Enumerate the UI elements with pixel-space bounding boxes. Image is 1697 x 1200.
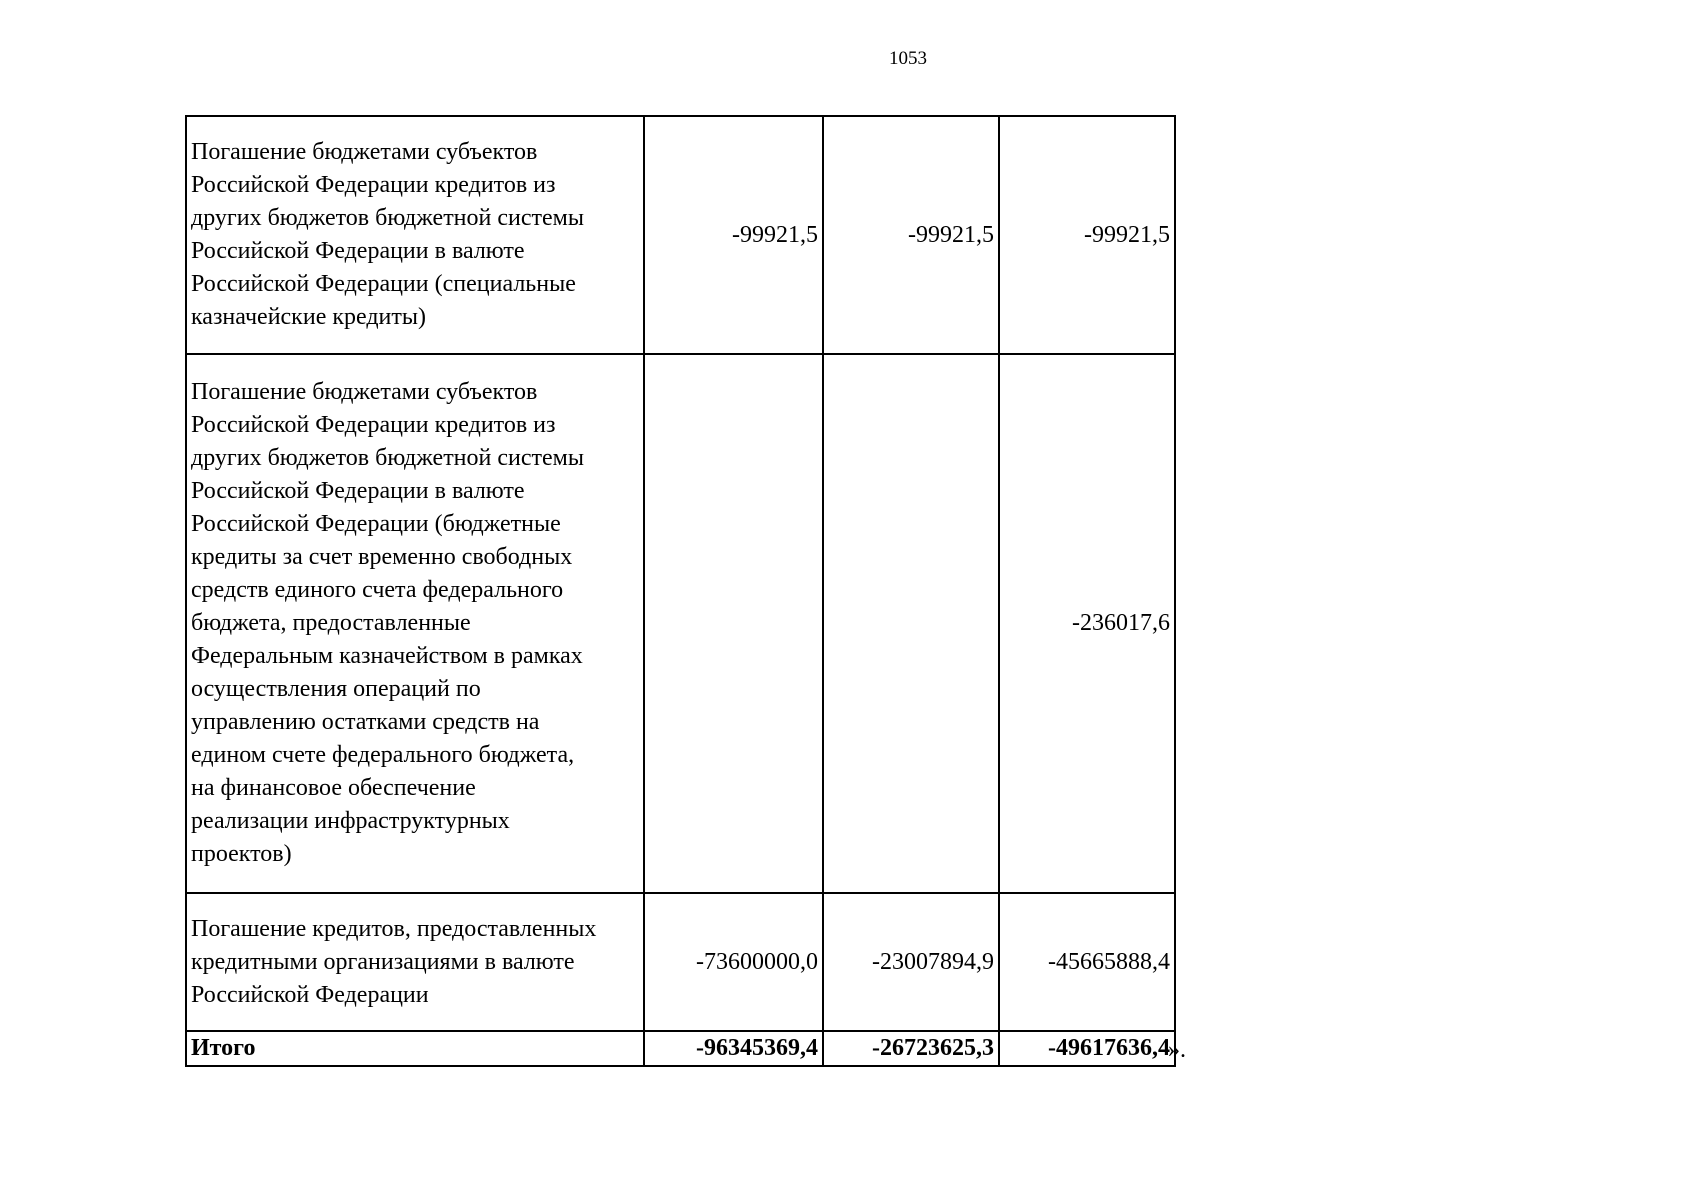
description-line: других бюджетов бюджетной системы xyxy=(191,445,584,471)
total-row xyxy=(186,1031,1175,1066)
table-row xyxy=(186,116,1175,354)
value-cell-col3: -45665888,4 xyxy=(999,893,1175,1031)
description-line: других бюджетов бюджетной системы xyxy=(191,205,584,231)
total-value-col2: -26723625,3 xyxy=(823,1031,999,1066)
description-line: Российской Федерации (бюджетные xyxy=(191,511,561,537)
row-description xyxy=(186,893,644,1031)
row-description xyxy=(186,354,644,893)
value-cell-col1: -73600000,0 xyxy=(644,893,823,1031)
description-line: Российской Федерации xyxy=(191,981,429,1008)
value-cell-col2: -99921,5 xyxy=(823,116,999,354)
description-line: Российской Федерации в валюте xyxy=(191,238,525,264)
page-number-text: 1053 xyxy=(889,48,927,69)
value-cell-col3: -99921,5 xyxy=(999,116,1175,354)
value-cell-col2 xyxy=(823,354,999,893)
value-cell-col1: -99921,5 xyxy=(644,116,823,354)
budget-table xyxy=(185,115,1176,1067)
description-line: Погашение бюджетами субъектов xyxy=(191,139,538,165)
description-line: кредиты за счет временно свободных xyxy=(191,544,573,570)
description-line: Российской Федерации в валюте xyxy=(191,478,525,504)
description-line: реализации инфраструктурных xyxy=(191,808,510,834)
description-line: Погашение кредитов, предоставленных xyxy=(191,915,597,942)
description-line: кредитными организациями в валюте xyxy=(191,948,575,975)
description-line: Российской Федерации кредитов из xyxy=(191,172,556,198)
description-line: средств единого счета федерального xyxy=(191,577,564,603)
description-line: Федеральным казначейством в рамках xyxy=(191,643,583,669)
value-cell-col3: -236017,6 xyxy=(999,354,1175,893)
table-row xyxy=(186,893,1175,1031)
description-line: казначейские кредиты) xyxy=(191,304,426,330)
description-line: едином счете федерального бюджета, xyxy=(191,742,575,768)
value-cell-col1 xyxy=(644,354,823,893)
description-line: Российской Федерации кредитов из xyxy=(191,412,556,438)
row-description xyxy=(186,116,644,354)
value-cell-col2: -23007894,9 xyxy=(823,893,999,1031)
total-label: Итого xyxy=(186,1031,644,1066)
table-row xyxy=(186,354,1175,893)
total-value-col3: -49617636,4 xyxy=(999,1031,1175,1066)
description-line: управлению остатками средств на xyxy=(191,709,540,735)
description-line: осуществления операций по xyxy=(191,676,481,702)
description-line: проектов) xyxy=(191,841,292,867)
description-line: на финансовое обеспечение xyxy=(191,775,476,801)
closing-quote-mark: ». xyxy=(1168,1037,1186,1063)
description-line: Российской Федерации (специальные xyxy=(191,271,576,297)
description-line: Погашение бюджетами субъектов xyxy=(191,379,538,405)
description-line: бюджета, предоставленные xyxy=(191,610,471,636)
total-value-col1: -96345369,4 xyxy=(644,1031,823,1066)
